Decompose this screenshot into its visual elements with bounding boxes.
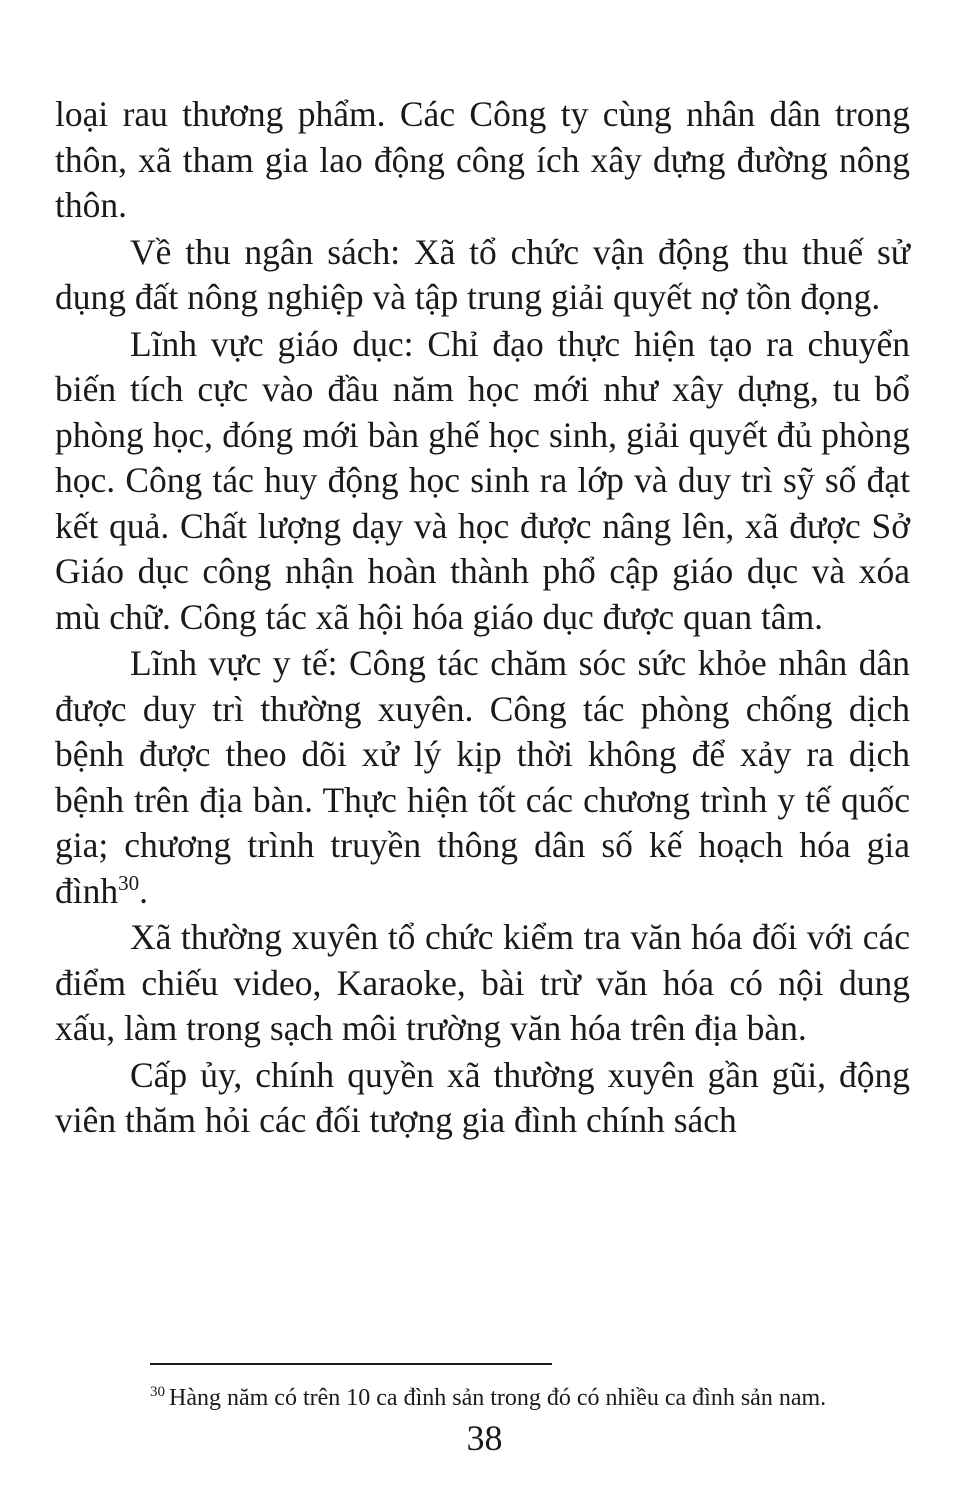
footnote-divider [150,1363,552,1365]
paragraph-1: loại rau thương phẩm. Các Công ty cùng nhân dân trong thôn, xã tham gia lao động công ích xây dựng đường nông thôn. [55,94,910,225]
page-number: 38 [466,1418,503,1458]
footnote-reference[interactable]: 30 [118,870,140,895]
paragraph-4 [55,641,910,914]
paragraph-4-end: . [139,870,148,911]
paragraph-3: Lĩnh vực giáo dục: Chỉ đạo thực hiện tạo ra chuyển biến tích cực vào đầu năm học mới như xây dựng, tu bổ phòng học, đóng mới bàn ghế học sinh, giải quyết đủ phòng học. Công tác huy động học sinh ra lớp và duy trì sỹ số đạt kết quả. Chất lượng dạy và học được nâng lên, xã được Sở Giáo dục công nhận hoàn thành phổ cập giáo dục và xóa mù chữ. Công tác xã hội hóa giáo dục được quan tâm. [55,323,910,637]
footnote-text: Hàng năm có trên 10 ca đình sản trong đó có nhiều ca đình sản nam. [169,1385,827,1411]
footnote [150,1383,920,1413]
footnote-number: 30 [150,1384,165,1400]
page-body [55,92,910,1144]
paragraph-4-text: Lĩnh vực y tế: Công tác chăm sóc sức khỏe nhân dân được duy trì thường xuyên. Công tác phòng chống dịch bệnh được theo dõi xử lý kịp thời không để xảy ra dịch bệnh trên địa bàn. Thực hiện tốt các chương trình y tế quốc gia; chương trình truyền thông dân số kế hoạch hóa gia đình [55,643,910,911]
paragraph-6: Cấp ủy, chính quyền xã thường xuyên gần gũi, động viên thăm hỏi các đối tượng gia đình chính sách [55,1054,910,1140]
paragraph-5: Xã thường xuyên tổ chức kiểm tra văn hóa đối với các điểm chiếu video, Karaoke, bài trừ văn hóa có nội dung xấu, làm trong sạch môi trường văn hóa trên địa bàn. [55,917,910,1048]
paragraph-2: Về thu ngân sách: Xã tổ chức vận động thu thuế sử dụng đất nông nghiệp và tập trung giải quyết nợ tồn đọng. [55,231,910,317]
